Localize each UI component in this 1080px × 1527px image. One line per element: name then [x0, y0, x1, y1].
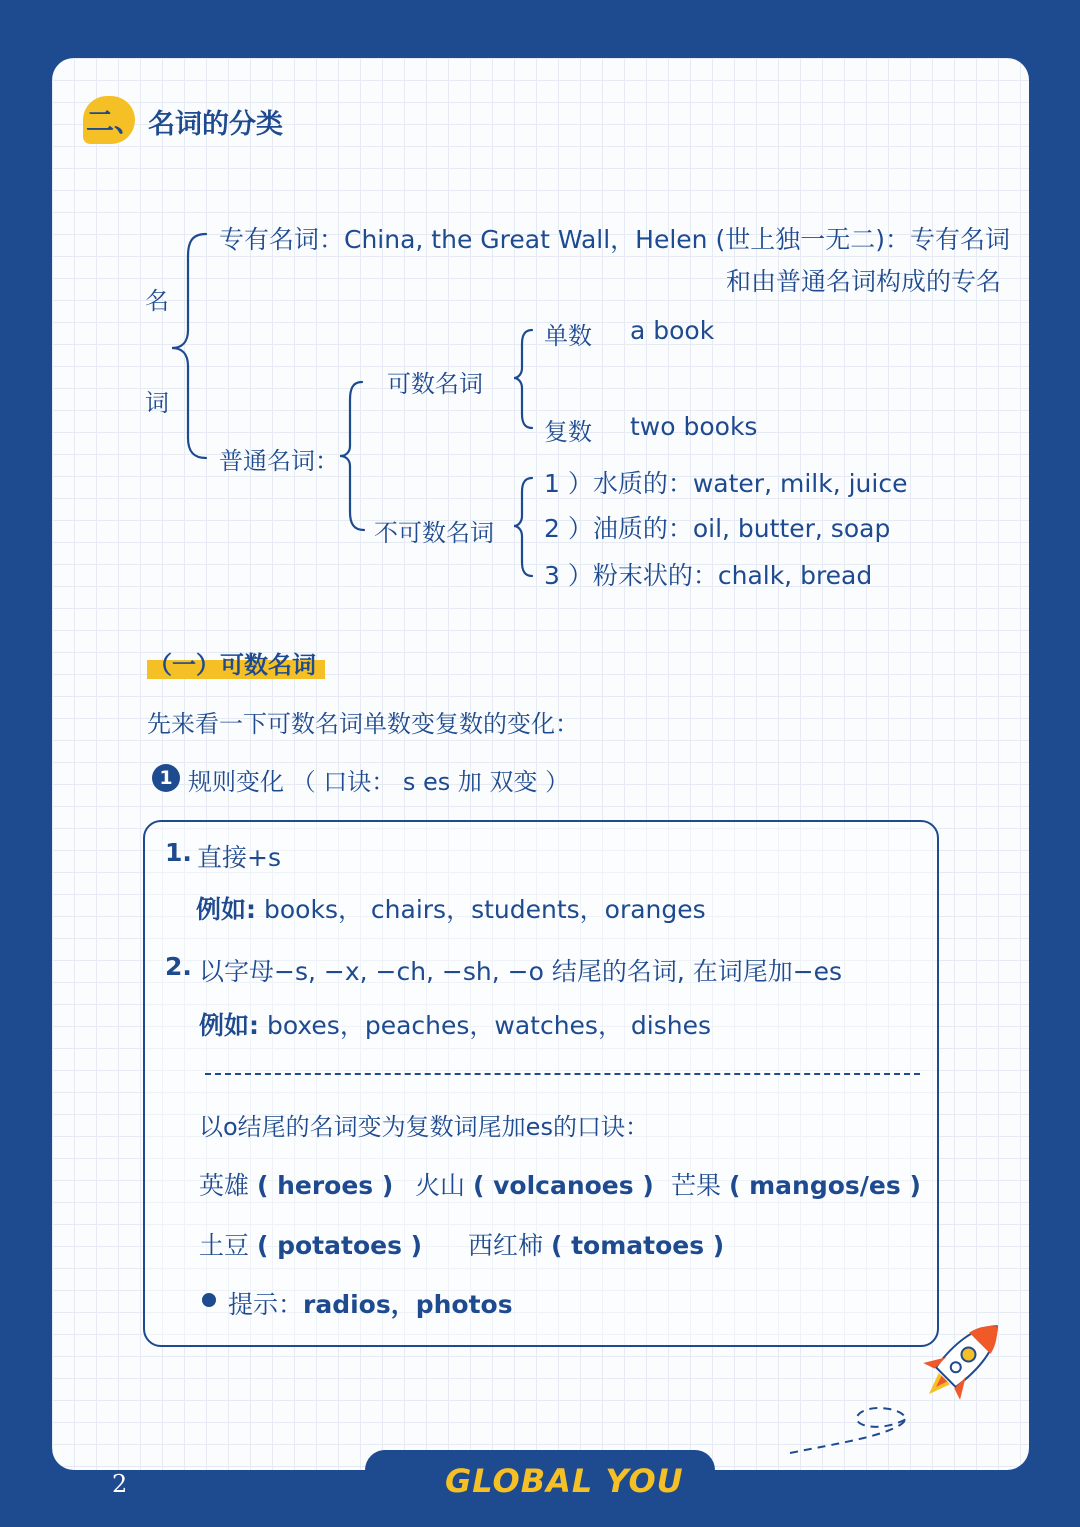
uncountable-brace: [514, 478, 532, 576]
uncountable-item: 2 ）油质的：oil, butter, soap: [544, 514, 891, 543]
uncountable-item: 1 ）水质的：water, milk, juice: [544, 469, 908, 498]
o-word-cn: 英雄: [199, 1171, 250, 1200]
o-rule-intro: 以o结尾的名词变为复数词尾加es的口诀：: [199, 1113, 649, 1141]
proper-noun-line-2: 和由普通名词构成的专名: [726, 267, 1002, 296]
o-word-cn: 土豆: [199, 1231, 250, 1260]
o-word-cn: 火山: [415, 1171, 466, 1200]
o-word-en: ( mangos/es ): [728, 1171, 921, 1200]
rule2-text: 以字母−s, −x, −ch, −sh, −o 结尾的名词, 在词尾加−es: [199, 957, 843, 986]
singular-example: a book: [630, 316, 715, 345]
section-badge-label: 二、: [86, 105, 143, 138]
rule2-example-label: 例如:: [199, 1011, 259, 1040]
common-noun-label: 普通名词：: [219, 447, 339, 475]
page-number: 2: [112, 1470, 128, 1498]
o-word-en: ( heroes ): [256, 1171, 394, 1200]
rule1-example-label: 例如:: [196, 895, 256, 924]
proper-noun-line-1: 专有名词：China, the Great Wall，Helen (世上独一无二)：专有名词: [219, 225, 1010, 254]
countable-label: 可数名词: [387, 370, 483, 398]
noun-tree-brackets: [0, 0, 1080, 640]
o-word: [415, 1166, 654, 1202]
singular-label: 单数: [544, 322, 592, 350]
countable-brace: [514, 330, 532, 428]
rule2-examples: boxes，peaches，watches， dishes: [267, 1011, 711, 1040]
hint-line: [228, 1285, 513, 1321]
o-word-cn: 西红柿: [468, 1231, 544, 1260]
rule-number-badge: 1: [152, 764, 180, 792]
o-word-cn: 芒果: [671, 1171, 722, 1200]
o-word-en: ( potatoes ): [256, 1231, 423, 1260]
hint-words: radios，photos: [303, 1290, 513, 1319]
root-brace: [172, 234, 206, 458]
rule1-examples: books， chairs，students，oranges: [264, 895, 706, 924]
o-word-en: ( tomatoes ): [550, 1231, 725, 1260]
rule1-number: 1.: [165, 838, 192, 867]
plural-label: 复数: [544, 418, 592, 446]
o-word: [671, 1166, 921, 1202]
o-word: [199, 1166, 393, 1202]
rule1-text: 直接+s: [197, 843, 281, 872]
bullet-dot: [202, 1293, 216, 1307]
dashed-divider: [205, 1073, 920, 1075]
section-title: 名词的分类: [148, 109, 283, 140]
subsection-title: （一）可数名词: [148, 651, 316, 679]
tree-root-char-2: 词: [145, 389, 169, 417]
tree-root-char-1: 名: [145, 287, 169, 315]
rule2-number: 2.: [165, 952, 192, 981]
rule-title: 规则变化 （ 口诀： s es 加 双变 ）: [188, 768, 570, 796]
brand-logo: GLOBAL YOU: [445, 1462, 684, 1500]
o-word: [199, 1226, 422, 1262]
hint-label: 提示：: [228, 1290, 304, 1319]
o-word: [468, 1226, 724, 1262]
uncountable-label: 不可数名词: [374, 519, 494, 547]
o-word-en: ( volcanoes ): [472, 1171, 654, 1200]
plural-example: two books: [630, 412, 758, 441]
uncountable-item: 3 ）粉末状的：chalk, bread: [544, 561, 873, 590]
common-brace: [340, 382, 364, 530]
subsection-intro: 先来看一下可数名词单数变复数的变化：: [147, 710, 579, 738]
rocket-icon: [780, 1305, 1020, 1465]
